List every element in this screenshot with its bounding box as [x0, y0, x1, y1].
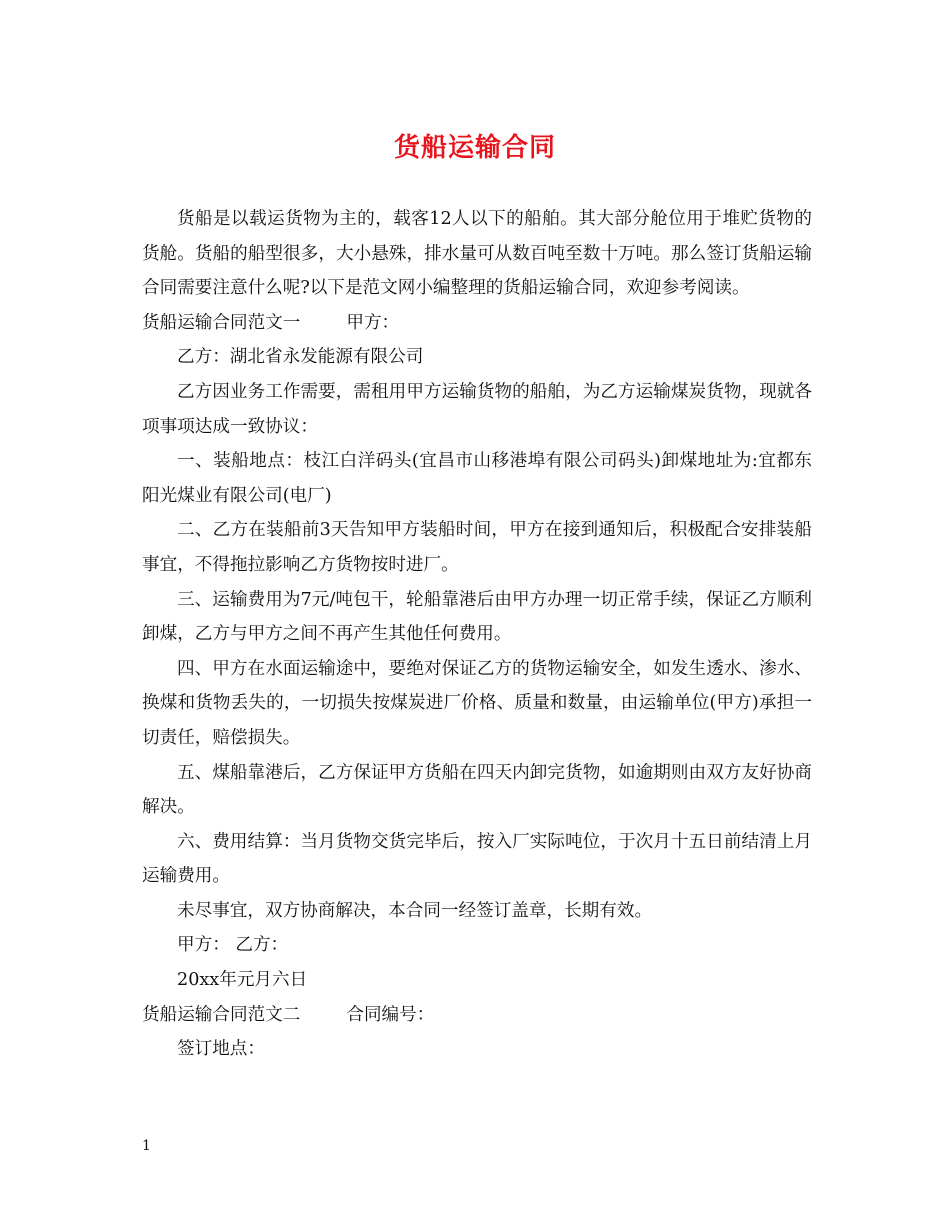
party-a-label: 甲方： — [346, 312, 400, 333]
signing-location: 签订地点： — [177, 1039, 265, 1060]
clause-4: 四、甲方在水面运输途中，要绝对保证乙方的货物运输安全，如发生透水、渗水、换煤和货物丢失的，一切损失按煤炭进厂价格、质量和数量，由运输单位(甲方)承担一切责任，赔偿损失。 — [142, 658, 812, 748]
clause-1: 一、装船地点：枝江白洋码头(宜昌市山移港埠有限公司码头)卸煤地址为:宜都东阳光煤业有限公司(电厂) — [142, 451, 812, 506]
intro-paragraph: 货船是以载运货物为主的，载客12人以下的船舶。其大部分舱位用于堆贮货物的货舱。货船的船型很多，大小悬殊，排水量可从数百吨至数十万吨。那么签订货船运输合同需要注意什么呢?以下是范文网小编整理的货船运输合同，欢迎参考阅读。 — [142, 209, 812, 299]
sample-two-heading-line — [142, 998, 812, 1033]
page-number: 1 — [142, 1138, 151, 1154]
clause-5: 五、煤船靠港后，乙方保证甲方货船在四天内卸完货物，如逾期则由双方友好协商解决。 — [142, 762, 812, 818]
contract-number-label: 合同编号： — [346, 1004, 435, 1025]
signature-line: 甲方： 乙方： — [177, 935, 289, 956]
clause-6: 六、费用结算：当月货物交货完毕后，按入厂实际吨位，于次月十五日前结清上月运输费用。 — [142, 831, 812, 887]
clause-3: 三、运输费用为7元/吨包干，轮船靠港后由甲方办理一切正常手续，保证乙方顺利卸煤，乙方与甲方之间不再产生其他任何费用。 — [142, 589, 812, 645]
clause-2: 二、乙方在装船前3天告知甲方装船时间，甲方在接到通知后，积极配合安排装船事宜，不得拖拉影响乙方货物按时进厂。 — [142, 520, 812, 575]
agreement-preamble: 乙方因业务工作需要，需租用甲方运输货物的船舶，为乙方运输煤炭货物，现就各项事项达成一致协议： — [142, 381, 812, 437]
sample-one-heading: 货船运输合同范文一 — [142, 312, 301, 333]
sample-two-heading: 货船运输合同范文二 — [142, 1004, 301, 1025]
party-b-line: 乙方：湖北省永发能源有限公司 — [177, 347, 424, 368]
sample-one-heading-line — [142, 306, 812, 341]
signing-date: 20xx年元月六日 — [177, 970, 308, 991]
closing-clause: 未尽事宜，双方协商解决，本合同一经签订盖章，长期有效。 — [177, 900, 653, 921]
document-title: 货船运输合同 — [393, 133, 556, 163]
document-body — [142, 202, 812, 1067]
